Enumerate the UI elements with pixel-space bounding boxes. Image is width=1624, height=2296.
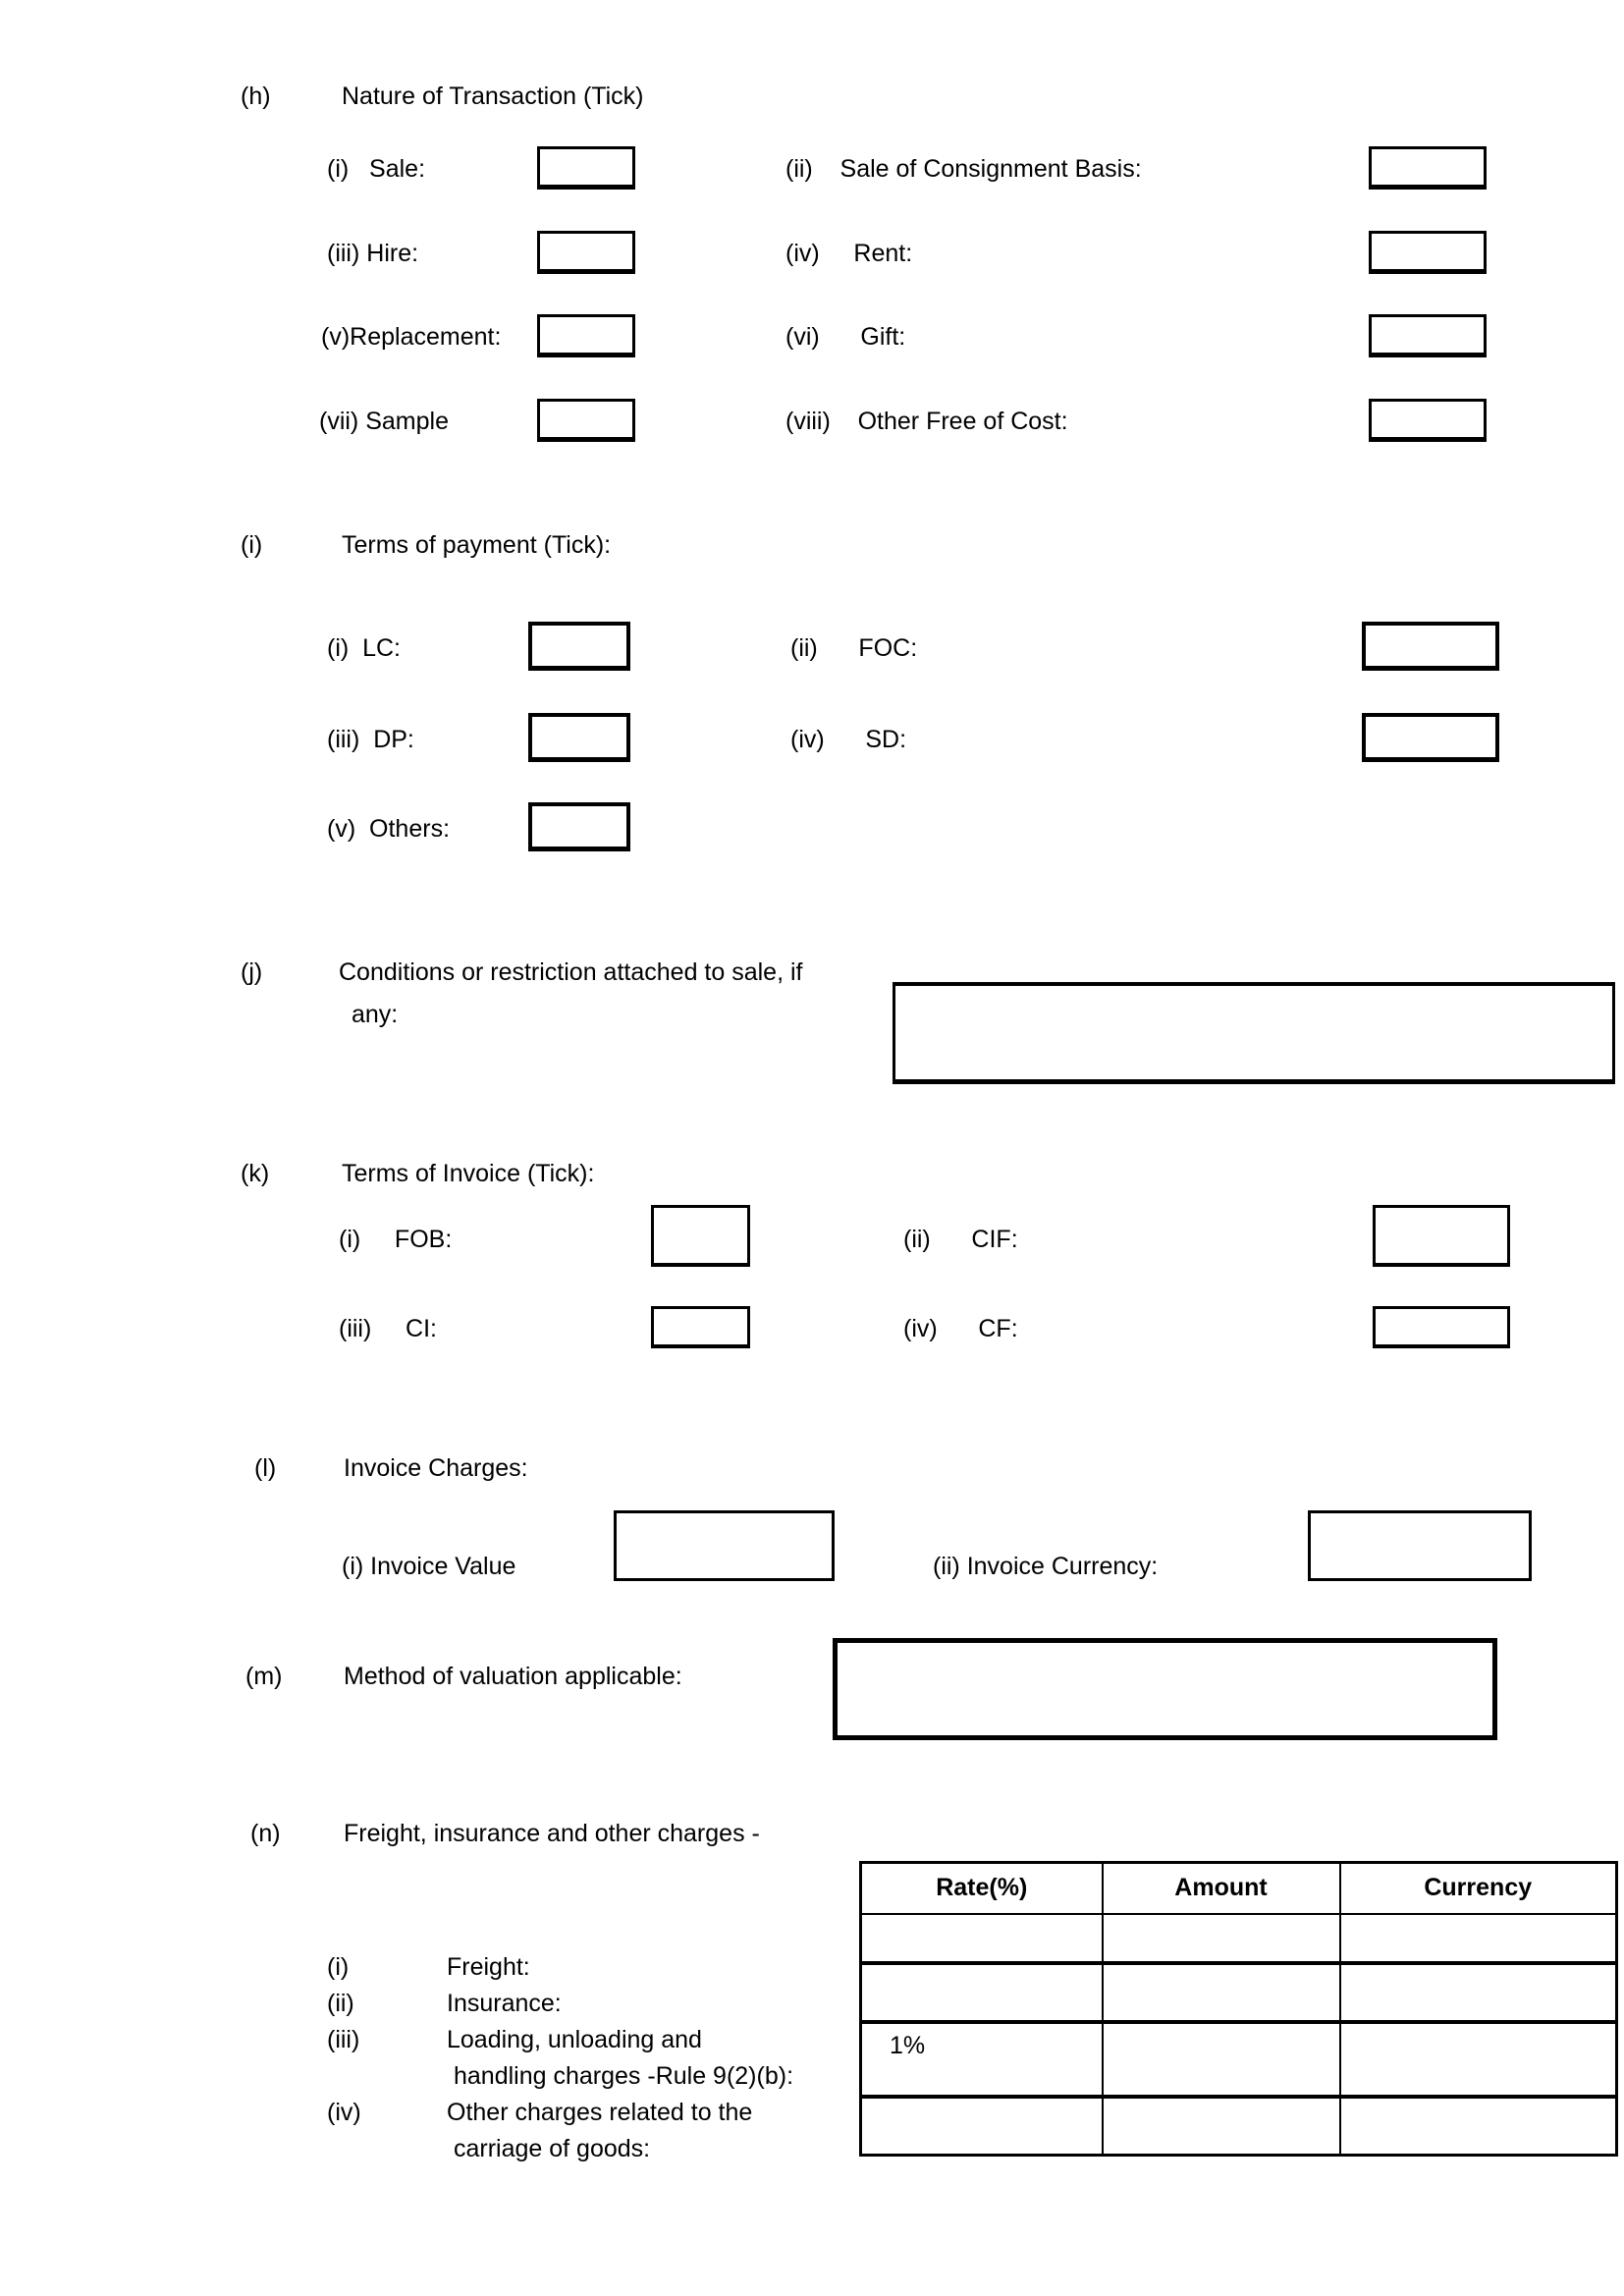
- amount-column-header: Amount: [1103, 1863, 1340, 1914]
- currency-column-header: Currency: [1340, 1863, 1617, 1914]
- valuation-method-input-box[interactable]: [833, 1638, 1497, 1740]
- loading-rate-cell[interactable]: 1%: [861, 2022, 1103, 2097]
- section-m-label: (m): [245, 1663, 283, 1690]
- section-m-title: Method of valuation applicable:: [344, 1663, 682, 1690]
- checkbox-sale[interactable]: [537, 146, 635, 190]
- fob-label: (i) FOB:: [339, 1226, 453, 1253]
- section-h-title: Nature of Transaction (Tick): [342, 82, 644, 110]
- gift-label: (vi) Gift:: [785, 323, 906, 351]
- section-i-title: Terms of payment (Tick):: [342, 531, 612, 559]
- checkbox-cif[interactable]: [1373, 1205, 1510, 1267]
- invoice-value-label: (i) Invoice Value: [342, 1553, 516, 1580]
- sd-label: (iv) SD:: [790, 726, 907, 753]
- cf-label: (iv) CF:: [903, 1315, 1018, 1342]
- checkbox-cf[interactable]: [1373, 1306, 1510, 1348]
- hire-label: (iii) Hire:: [327, 240, 419, 267]
- lc-label: (i) LC:: [327, 634, 401, 662]
- rent-label: (iv) Rent:: [785, 240, 913, 267]
- insurance-rate-cell[interactable]: [861, 1963, 1103, 2022]
- other-charges-label-line2: carriage of goods:: [454, 2135, 651, 2162]
- section-n-title: Freight, insurance and other charges -: [344, 1820, 760, 1847]
- other-free-of-cost-label: (viii) Other Free of Cost:: [785, 408, 1068, 435]
- section-h-label: (h): [241, 82, 271, 110]
- checkbox-other-free-of-cost[interactable]: [1369, 399, 1487, 442]
- invoice-currency-input-box[interactable]: [1308, 1510, 1532, 1581]
- foc-label: (ii) FOC:: [790, 634, 918, 662]
- sale-label: (i) Sale:: [327, 155, 426, 183]
- table-row: [861, 1963, 1617, 2022]
- charges-table: [859, 1861, 1618, 2157]
- insurance-currency-cell[interactable]: [1340, 1963, 1617, 2022]
- checkbox-lc[interactable]: [528, 622, 630, 671]
- table-row: [861, 1914, 1617, 1963]
- checkbox-hire[interactable]: [537, 231, 635, 274]
- loading-amount-cell[interactable]: [1103, 2022, 1340, 2097]
- replacement-label: (v)Replacement:: [321, 323, 502, 351]
- others-label: (v) Others:: [327, 815, 451, 843]
- loading-num: (iii): [327, 2026, 360, 2053]
- table-row: [861, 2097, 1617, 2156]
- other-charges-currency-cell[interactable]: [1340, 2097, 1617, 2156]
- checkbox-sd[interactable]: [1362, 713, 1499, 762]
- section-j-label: (j): [241, 958, 263, 986]
- freight-num: (i): [327, 1953, 350, 1981]
- insurance-num: (ii): [327, 1990, 354, 2017]
- freight-currency-cell[interactable]: [1340, 1914, 1617, 1963]
- rate-column-header: Rate(%): [861, 1863, 1103, 1914]
- section-l-title: Invoice Charges:: [344, 1454, 528, 1482]
- checkbox-dp[interactable]: [528, 713, 630, 762]
- insurance-amount-cell[interactable]: [1103, 1963, 1340, 2022]
- section-j-title-line1: Conditions or restriction attached to sale, if: [339, 958, 803, 986]
- checkbox-sample[interactable]: [537, 399, 635, 442]
- checkbox-replacement[interactable]: [537, 314, 635, 357]
- checkbox-consignment[interactable]: [1369, 146, 1487, 190]
- invoice-currency-label: (ii) Invoice Currency:: [933, 1553, 1159, 1580]
- checkbox-fob[interactable]: [651, 1205, 750, 1267]
- section-l-label: (l): [254, 1454, 277, 1482]
- other-charges-label-line1: Other charges related to the: [447, 2099, 753, 2126]
- loading-label-line1: Loading, unloading and: [447, 2026, 702, 2053]
- dp-label: (iii) DP:: [327, 726, 414, 753]
- insurance-label: Insurance:: [447, 1990, 562, 2017]
- checkbox-rent[interactable]: [1369, 231, 1487, 274]
- checkbox-ci[interactable]: [651, 1306, 750, 1348]
- loading-currency-cell[interactable]: [1340, 2022, 1617, 2097]
- consignment-label: (ii) Sale of Consignment Basis:: [785, 155, 1142, 183]
- section-k-title: Terms of Invoice (Tick):: [342, 1160, 595, 1187]
- section-n-label: (n): [250, 1820, 281, 1847]
- section-k-label: (k): [241, 1160, 270, 1187]
- checkbox-gift[interactable]: [1369, 314, 1487, 357]
- section-i-label: (i): [241, 531, 263, 559]
- section-j-title-line2: any:: [352, 1001, 399, 1028]
- freight-rate-cell[interactable]: [861, 1914, 1103, 1963]
- other-charges-num: (iv): [327, 2099, 361, 2126]
- other-charges-amount-cell[interactable]: [1103, 2097, 1340, 2156]
- freight-amount-cell[interactable]: [1103, 1914, 1340, 1963]
- ci-label: (iii) CI:: [339, 1315, 437, 1342]
- charges-table-header-row: [861, 1863, 1617, 1914]
- sample-label: (vii) Sample: [319, 408, 449, 435]
- checkbox-foc[interactable]: [1362, 622, 1499, 671]
- cif-label: (ii) CIF:: [903, 1226, 1018, 1253]
- loading-label-line2: handling charges -Rule 9(2)(b):: [454, 2062, 794, 2090]
- conditions-input-box[interactable]: [893, 982, 1615, 1084]
- other-charges-rate-cell[interactable]: [861, 2097, 1103, 2156]
- invoice-value-input-box[interactable]: [614, 1510, 835, 1581]
- freight-label: Freight:: [447, 1953, 530, 1981]
- checkbox-others[interactable]: [528, 802, 630, 851]
- table-row: [861, 2022, 1617, 2097]
